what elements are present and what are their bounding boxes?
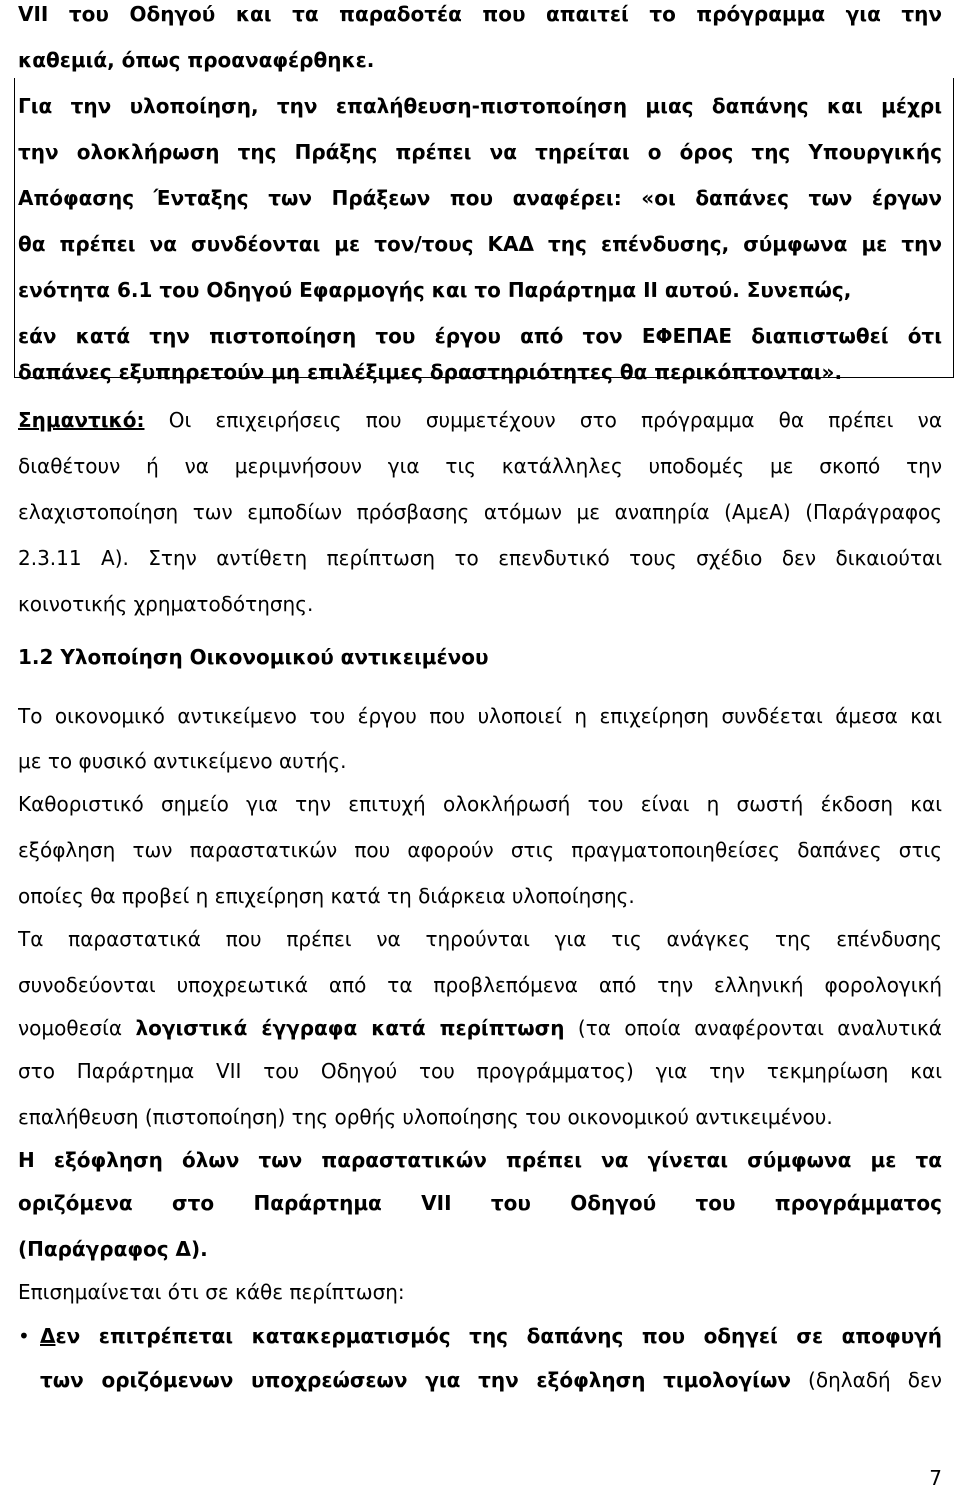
important-line: κοινοτικής χρηματοδότησης. xyxy=(18,592,314,616)
paragraph-line: επαλήθευση (πιστοποίηση) της ορθής υλοποίησης του οικονομικού αντικειμένου. xyxy=(18,1105,833,1129)
bold-paragraph-line: οριζόμενα στο Παράρτημα VII του Οδηγού του προγράμματος xyxy=(18,1191,942,1215)
paragraph-line: στο Παράρτημα VII του Οδηγού του προγράμματος) για την τεκμηρίωση και xyxy=(18,1059,942,1083)
important-line xyxy=(18,406,942,434)
paragraph-text: (τα οποία αναφέρονται αναλυτικά xyxy=(564,1016,942,1040)
paragraph-line: Επισημαίνεται ότι σε κάθε περίπτωση: xyxy=(18,1280,405,1304)
bold-paragraph-line: Η εξόφληση όλων των παραστατικών πρέπει να γίνεται σύμφωνα με τα xyxy=(18,1148,942,1172)
bullet-initial: Δ xyxy=(40,1324,56,1348)
box-text-line: Απόφασης Ένταξης των Πράξεων που αναφέρει: «οι δαπάνες των έργων xyxy=(18,186,942,210)
box-text-segment: Συνεπώς, xyxy=(739,278,852,302)
section-heading: 1.2 Υλοποίηση Οικονομικού αντικειμένου xyxy=(18,645,489,669)
box-text-line: την ολοκλήρωση της Πράξης πρέπει να τηρείται ο όρος της Υπουργικής xyxy=(18,140,942,164)
bullet-line xyxy=(40,1322,942,1350)
bullet-text: εν επιτρέπεται κατακερματισμός της δαπάνης που οδηγεί σε αποφυγή xyxy=(55,1324,942,1348)
text-line: VII του Οδηγού και τα παραδοτέα που απαιτεί το πρόγραμμα για την xyxy=(18,2,942,26)
paragraph-line: Τα παραστατικά που πρέπει να τηρούνται για τις ανάγκες της επένδυσης xyxy=(18,927,942,951)
text-line: καθεμιά, όπως προαναφέρθηκε. xyxy=(18,48,375,72)
paragraph-text: νομοθεσία xyxy=(18,1016,136,1040)
bullet-symbol: • xyxy=(18,1324,30,1348)
box-text-line: Για την υλοποίηση, την επαλήθευση-πιστοποίηση μιας δαπάνης και μέχρι xyxy=(18,94,942,118)
paragraph-line: οποίες θα προβεί η επιχείρηση κατά τη διάρκεια υλοποίησης. xyxy=(18,884,635,908)
important-text: Οι επιχειρήσεις που συμμετέχουν στο πρόγραμμα θα πρέπει να xyxy=(144,408,942,432)
box-text-line: θα πρέπει να συνδέονται με τον/τους ΚΑΔ της επένδυσης, σύμφωνα με την xyxy=(18,232,942,256)
paragraph-line: Το οικονομικό αντικείμενο του έργου που υλοποιεί η επιχείρηση συνδέεται άμεσα και xyxy=(18,704,942,728)
paragraph-line: εξόφληση των παραστατικών που αφορούν στις πραγματοποιηθείσες δαπάνες στις xyxy=(18,838,942,862)
important-line: 2.3.11 Α). Στην αντίθετη περίπτωση το επενδυτικό τους σχέδιο δεν δικαιούται xyxy=(18,546,942,570)
paragraph-line: Καθοριστικό σημείο για την επιτυχή ολοκλήρωσή του είναι η σωστή έκδοση και xyxy=(18,792,942,816)
bullet-text: των οριζόμενων υποχρεώσεων για την εξόφληση τιμολογίων xyxy=(40,1368,791,1392)
paragraph-line xyxy=(18,1014,942,1042)
paragraph-line: με το φυσικό αντικείμενο αυτής. xyxy=(18,749,347,773)
box-text-segment: ενότητα 6.1 του Οδηγού Εφαρμογής και το Παράρτημα ΙΙ αυτού. xyxy=(18,278,740,302)
important-line: ελαχιστοποίηση των εμποδίων πρόσβασης ατόμων με αναπηρία (ΑμεΑ) (Παράγραφος xyxy=(18,500,942,524)
important-label: Σημαντικό: xyxy=(18,408,145,432)
emphasis-text: λογιστικά έγγραφα κατά περίπτωση xyxy=(135,1016,565,1040)
box-text-line: δαπάνες εξυπηρετούν μη επιλέξιμες δραστηριότητες θα περικόπτονται». xyxy=(18,360,843,384)
bold-paragraph-line: (Παράγραφος Δ). xyxy=(18,1237,208,1261)
bullet-text: (δηλαδή δεν xyxy=(790,1368,942,1392)
paragraph-line: συνοδεύονται υποχρεωτικά από τα προβλεπόμενα από την ελληνική φορολογική xyxy=(18,973,942,997)
box-text-line: εάν κατά την πιστοποίηση του έργου από τον ΕΦΕΠΑΕ διαπιστωθεί ότι xyxy=(18,324,942,348)
box-text-line xyxy=(18,276,942,304)
bullet-line xyxy=(40,1366,942,1394)
important-line: διαθέτουν ή να μεριμνήσουν για τις κατάλληλες υποδομές με σκοπό την xyxy=(18,454,942,478)
page-number: 7 xyxy=(929,1466,942,1490)
